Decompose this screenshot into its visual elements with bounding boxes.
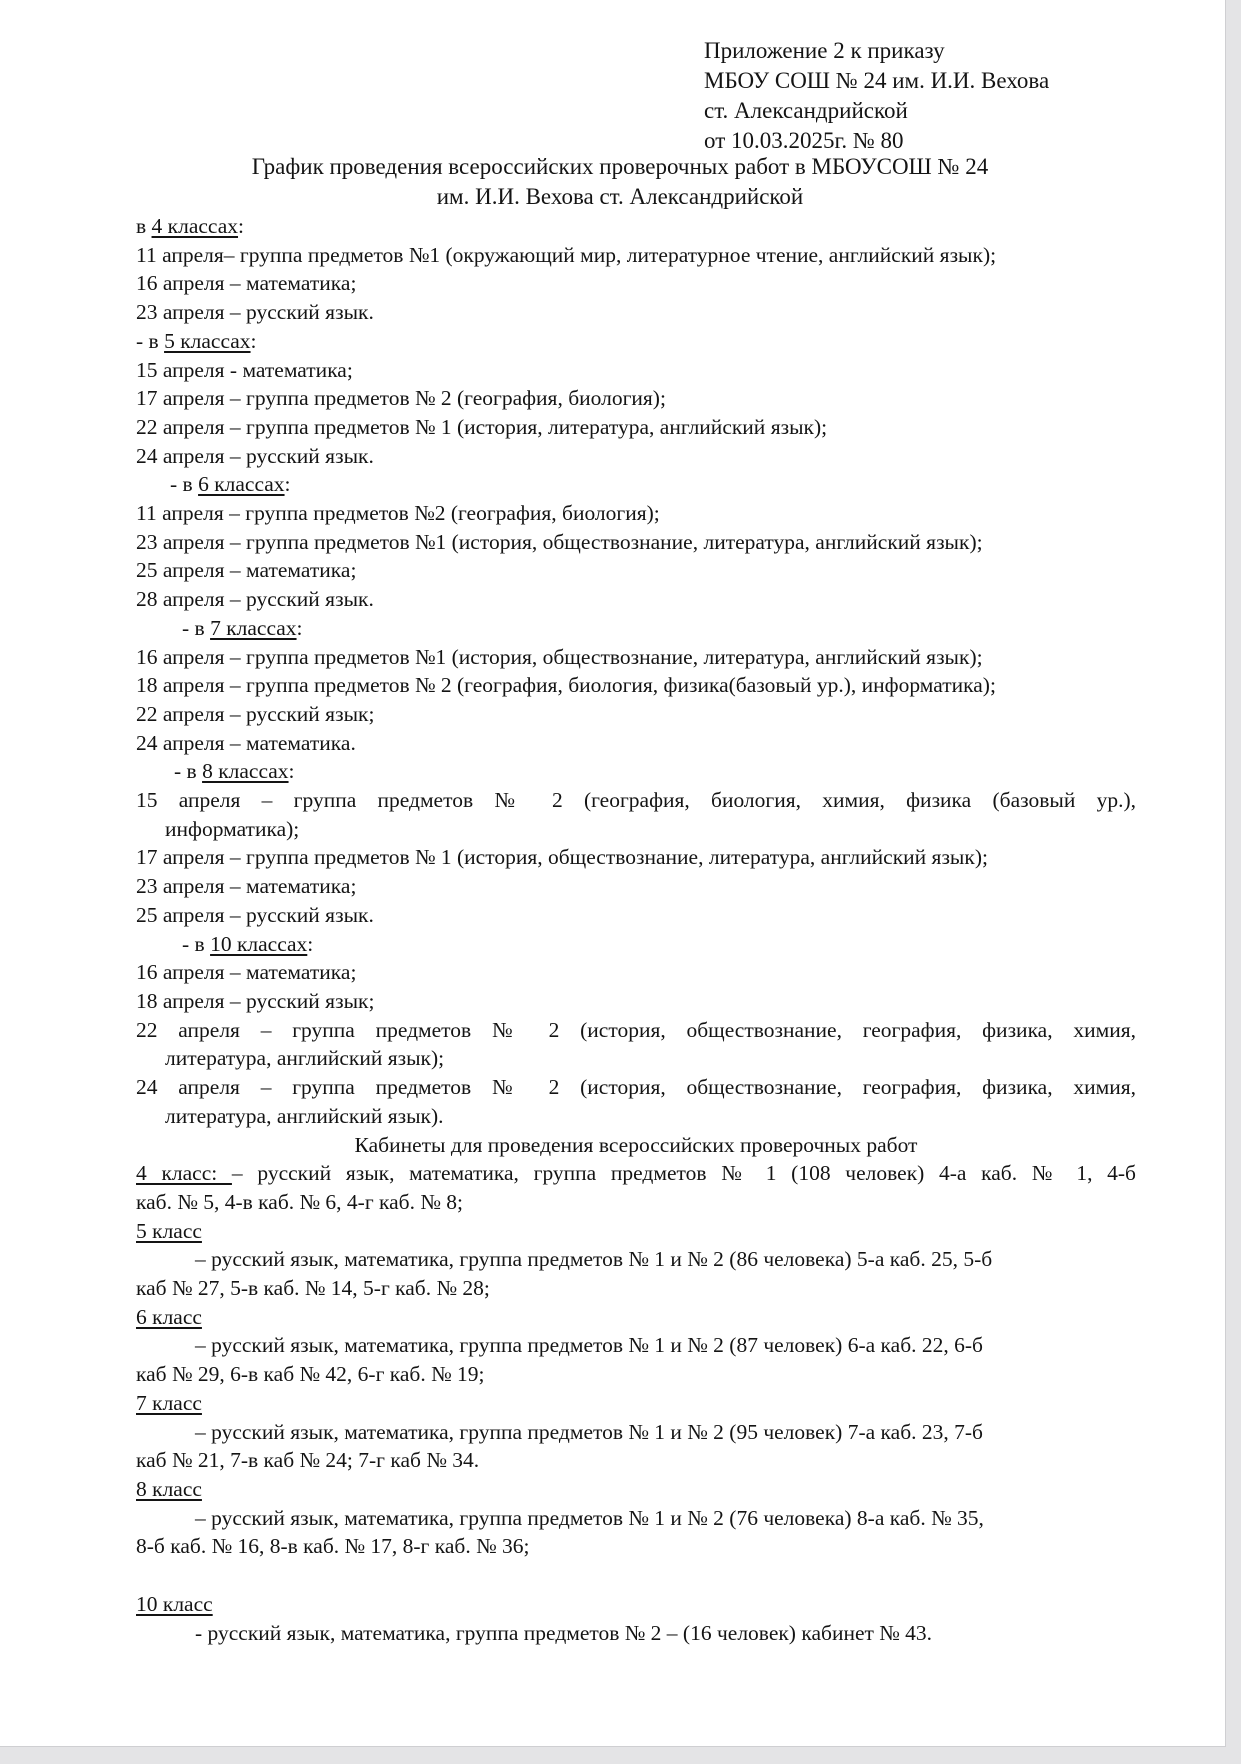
grade-heading-prefix: - в: [182, 931, 211, 956]
rooms-grade-label: 6 класс: [136, 1304, 202, 1329]
schedule-item: 22 апреля – группа предметов № 1 (история, литература, английский язык);: [136, 414, 828, 439]
schedule-item: 18 апреля – русский язык;: [136, 988, 375, 1013]
grade-heading: [136, 212, 1136, 241]
grade-heading-prefix: - в: [182, 615, 211, 640]
schedule-item: 15 апреля – группа предметов № 2 (география, биология, химия, физика (базовый ур.),: [136, 788, 1136, 813]
rooms-grade-label: 4 класс:: [136, 1161, 232, 1186]
rooms-grade-label: 10 класс: [136, 1592, 213, 1617]
schedule-item: 24 апреля – группа предметов № 2 (история, обществознание, география, физика, химия,: [136, 1075, 1136, 1100]
rooms-entry-text: – русский язык, математика, группа предметов № 1 и № 2 (95 человек) 7-а каб. 23, 7-б: [195, 1419, 983, 1444]
grade-heading: [136, 614, 1136, 643]
schedule-item: 18 апреля – группа предметов № 2 (география, биология, физика(базовый ур.), информатика);: [136, 673, 996, 698]
schedule-item: 16 апреля – математика;: [136, 271, 357, 296]
schedule-item-continuation: литература, английский язык).: [165, 1103, 444, 1128]
rooms-entry-continuation: каб. № 5, 4-в каб. № 6, 4-г каб. № 8;: [136, 1189, 463, 1214]
grade-heading-suffix: :: [238, 214, 244, 238]
grade-heading: [136, 757, 1136, 786]
rooms-entry-continuation: 8-б каб. № 16, 8-в каб. № 17, 8-г каб. № 36;: [136, 1534, 530, 1559]
grade-heading-prefix: в: [136, 214, 152, 238]
grade-heading-prefix: - в: [136, 328, 165, 353]
schedule-item: 28 апреля – русский язык.: [136, 587, 374, 612]
schedule-item: 16 апреля – группа предметов №1 (история, обществознание, литература, английский язык);: [136, 644, 983, 669]
appendix-line: ст. Александрийской: [704, 98, 908, 123]
rooms-entry-text: – русский язык, математика, группа предметов № 1 (108 человек) 4-а каб. № 1, 4-б: [231, 1161, 1136, 1186]
schedule-item: 17 апреля – группа предметов № 2 (география, биология);: [136, 386, 666, 411]
rooms-entry-continuation: каб № 21, 7-в каб № 24; 7-г каб № 34.: [136, 1448, 480, 1473]
schedule-item: 23 апреля – русский язык.: [136, 300, 374, 325]
schedule-item: 23 апреля – математика;: [136, 874, 357, 899]
schedule-item: 24 апреля – математика.: [136, 730, 356, 755]
rooms-entry-continuation: каб № 27, 5-в каб. № 14, 5-г каб. № 28;: [136, 1276, 490, 1301]
rooms-entry-text: – русский язык, математика, группа предметов № 1 и № 2 (76 человека) 8-а каб. № 35,: [195, 1505, 984, 1530]
grade-heading-label: 4 классах: [151, 214, 239, 238]
grade-heading-suffix: :: [296, 615, 303, 640]
grade-heading-label: 5 классах: [164, 328, 251, 353]
schedule-item: 16 апреля – математика;: [136, 960, 357, 985]
schedule-item: 25 апреля – математика;: [136, 558, 357, 583]
schedule-item: 17 апреля – группа предметов № 1 (история, обществознание, литература, английский язык);: [136, 845, 988, 870]
rooms-entry: [136, 1159, 1136, 1188]
document-title: [120, 152, 1120, 212]
schedule-item: 15 апреля - математика;: [136, 357, 353, 382]
schedule-item-continuation: литература, английский язык);: [165, 1046, 445, 1071]
appendix-line: от 10.03.2025г. № 80: [704, 128, 904, 153]
rooms-entry-continuation: каб № 29, 6-в каб № 42, 6-г каб. № 19;: [136, 1362, 485, 1387]
spacer: [136, 1561, 1136, 1590]
rooms-entry-text: - русский язык, математика, группа предметов № 2 – (16 человек) кабинет № 43.: [195, 1620, 933, 1645]
grade-heading: [136, 327, 1136, 356]
grade-heading-suffix: :: [250, 328, 257, 353]
title-line: им. И.И. Вехова ст. Александрийской: [436, 184, 804, 209]
appendix-line: МБОУ СОШ № 24 им. И.И. Вехова: [704, 68, 1050, 93]
grade-heading-label: 10 классах: [210, 931, 308, 956]
grade-heading-suffix: :: [284, 472, 291, 497]
grade-heading-prefix: - в: [170, 472, 199, 497]
rooms-grade-label: 7 класс: [136, 1390, 202, 1415]
grade-heading-suffix: :: [288, 759, 295, 784]
schedule-item: 22 апреля – группа предметов № 2 (история, обществознание, география, физика, химия,: [136, 1017, 1136, 1042]
appendix-header: [704, 36, 1049, 156]
rooms-grade-label: 8 класс: [136, 1476, 202, 1501]
schedule-item: 22 апреля – русский язык;: [136, 701, 375, 726]
schedule-item: 11 апреля– группа предметов №1 (окружающий мир, литературное чтение, английский язык);: [136, 242, 997, 267]
rooms-heading: Кабинеты для проведения всероссийских проверочных работ: [354, 1132, 918, 1157]
grade-heading-label: 8 классах: [202, 759, 289, 784]
schedule-item: 25 апреля – русский язык.: [136, 902, 374, 927]
grade-heading: [136, 930, 1136, 959]
schedule-item: 11 апреля – группа предметов №2 (география, биология);: [136, 501, 660, 526]
grade-heading-suffix: :: [307, 931, 314, 956]
appendix-line: Приложение 2 к приказу: [704, 38, 945, 63]
document-body: [136, 212, 1136, 1647]
grade-heading: [136, 470, 1136, 499]
title-line: График проведения всероссийских проверочных работ в МБОУСОШ № 24: [251, 154, 989, 179]
schedule-item: 23 апреля – группа предметов №1 (история, обществознание, литература, английский язык);: [136, 529, 983, 554]
grade-heading-prefix: - в: [174, 759, 203, 784]
rooms-grade-label: 5 класс: [136, 1218, 202, 1243]
schedule-item-continuation: информатика);: [165, 816, 300, 841]
grade-heading-label: 7 классах: [210, 615, 297, 640]
rooms-entry-text: – русский язык, математика, группа предметов № 1 и № 2 (87 человек) 6-а каб. 22, 6-б: [195, 1333, 983, 1358]
rooms-entry-text: – русский язык, математика, группа предметов № 1 и № 2 (86 человека) 5-а каб. 25, 5-б: [195, 1247, 993, 1272]
schedule-item: 24 апреля – русский язык.: [136, 443, 374, 468]
grade-heading-label: 6 классах: [198, 472, 285, 497]
